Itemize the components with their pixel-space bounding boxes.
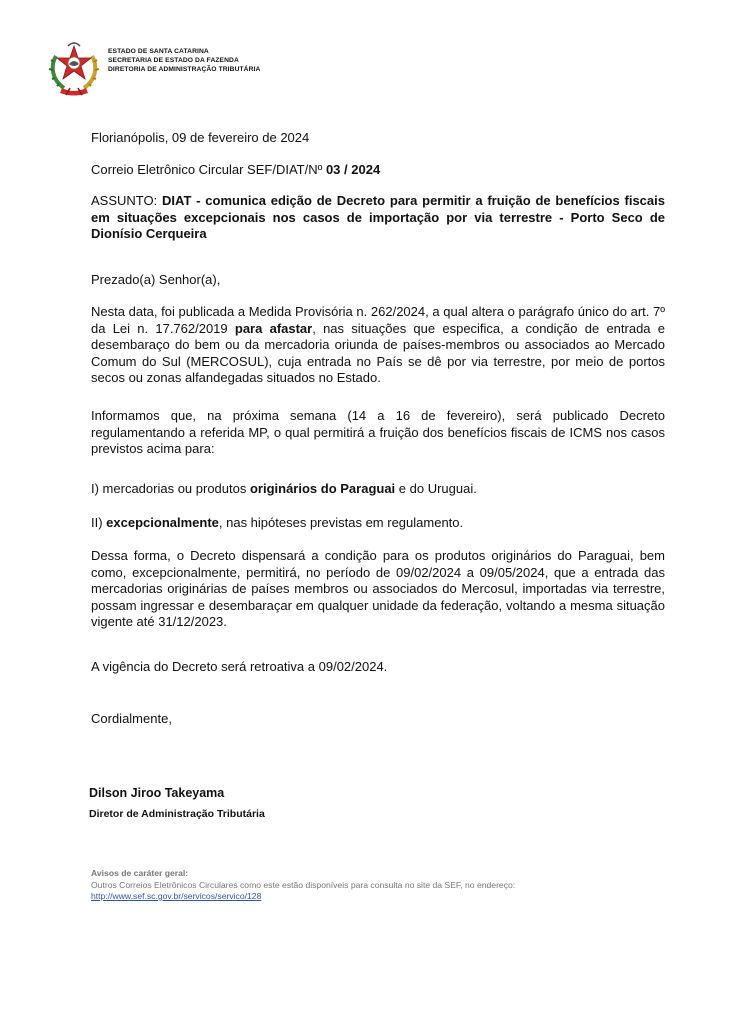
- item1-emphasis: originários do Paraguai: [249, 481, 396, 496]
- paragraph-4: A vigência do Decreto será retroativa a 09/02/2024.: [91, 659, 388, 674]
- list-item-1: [91, 481, 665, 498]
- list-item-2: [91, 515, 665, 532]
- subject: [91, 193, 665, 243]
- signer-name: Dilson Jiroo Takeyama: [89, 786, 225, 800]
- subject-label: ASSUNTO:: [91, 193, 163, 208]
- paragraph-3: Dessa forma, o Decreto dispensará a condição para os produtos originários do Paraguai, bem como, excepcionalmente, permitirá, no período de 09/02/2024 a 09/05/2024, que a entrada das mercadorias originárias de países membros ou associados do Mercosul, importadas via terrestre, possam ingressar e desembaraçar em qualquer unidade da federação, voltando a mesma situação vigente até 31/12/2023.: [91, 548, 665, 629]
- paragraph-1: [91, 304, 665, 387]
- notice-title: Avisos de caráter geral:: [91, 868, 189, 878]
- organization-name: [108, 47, 260, 74]
- item2-emphasis: excepcionalmente: [106, 515, 219, 530]
- sef-services-link[interactable]: http://www.sef.sc.gov.br/servicos/servico/128: [91, 891, 262, 901]
- paragraph-2: Informamos que, na próxima semana (14 a 16 de fevereiro), será publicado Decreto regulamentando a referida MP, o qual permitirá a fruição dos benefícios fiscais de ICMS nos casos previstos acima para:: [91, 408, 665, 456]
- reference-prefix: Correio Eletrônico Circular SEF/DIAT/Nº: [91, 162, 326, 177]
- item2-text-a: II): [91, 515, 107, 530]
- reference-number: 03 / 2024: [325, 162, 381, 177]
- item1-text-a: I) mercadorias ou produtos: [91, 481, 250, 496]
- greeting: Prezado(a) Senhor(a),: [91, 272, 221, 287]
- closing: Cordialmente,: [91, 711, 172, 726]
- org-line-state: ESTADO DE SANTA CATARINA: [108, 48, 209, 55]
- signer-title: Diretor de Administração Tributária: [89, 808, 265, 820]
- p1-emphasis: para afastar: [234, 320, 313, 336]
- place-date: Florianópolis, 09 de fevereiro de 2024: [91, 130, 310, 145]
- general-notice: [91, 868, 651, 903]
- item2-text-c: , nas hipóteses previstas em regulamento.: [218, 515, 464, 530]
- org-line-directorate: DIRETORIA DE ADMINISTRAÇÃO TRIBUTÁRIA: [108, 66, 261, 73]
- state-coat-of-arms-icon: [48, 40, 100, 96]
- circular-reference: [91, 162, 665, 179]
- letterhead: [48, 40, 260, 96]
- org-line-secretariat: SECRETARIA DE ESTADO DA FAZENDA: [108, 57, 239, 64]
- p1-text-a: Nesta data, foi publicada a Medida Provisória n. 262/2024, a qual altera o parágrafo único do art. 7º da Lei n. 17.762/2019: [91, 304, 665, 336]
- notice-text: Outros Correios Eletrônicos Circulares como este estão disponíveis para consulta no site da SEF, no endereço:: [91, 879, 516, 890]
- item1-text-c: e do Uruguai.: [395, 481, 477, 496]
- subject-text: DIAT - comunica edição de Decreto para permitir a fruição de benefícios fiscais em situações excepcionais nos casos de importação por via terrestre - Porto Seco de Dionísio Cerqueira: [91, 193, 665, 241]
- p1-text-c: , nas situações que especifica, a condição de entrada e desembaraço do bem ou da mercadoria oriunda de países-membros ou associados ao Mercado Comum do Sul (MERCOSUL), cuja entrada no País se dê por via terrestre, por meio de portos secos ou zonas alfandegadas situados no Estado.: [91, 320, 665, 385]
